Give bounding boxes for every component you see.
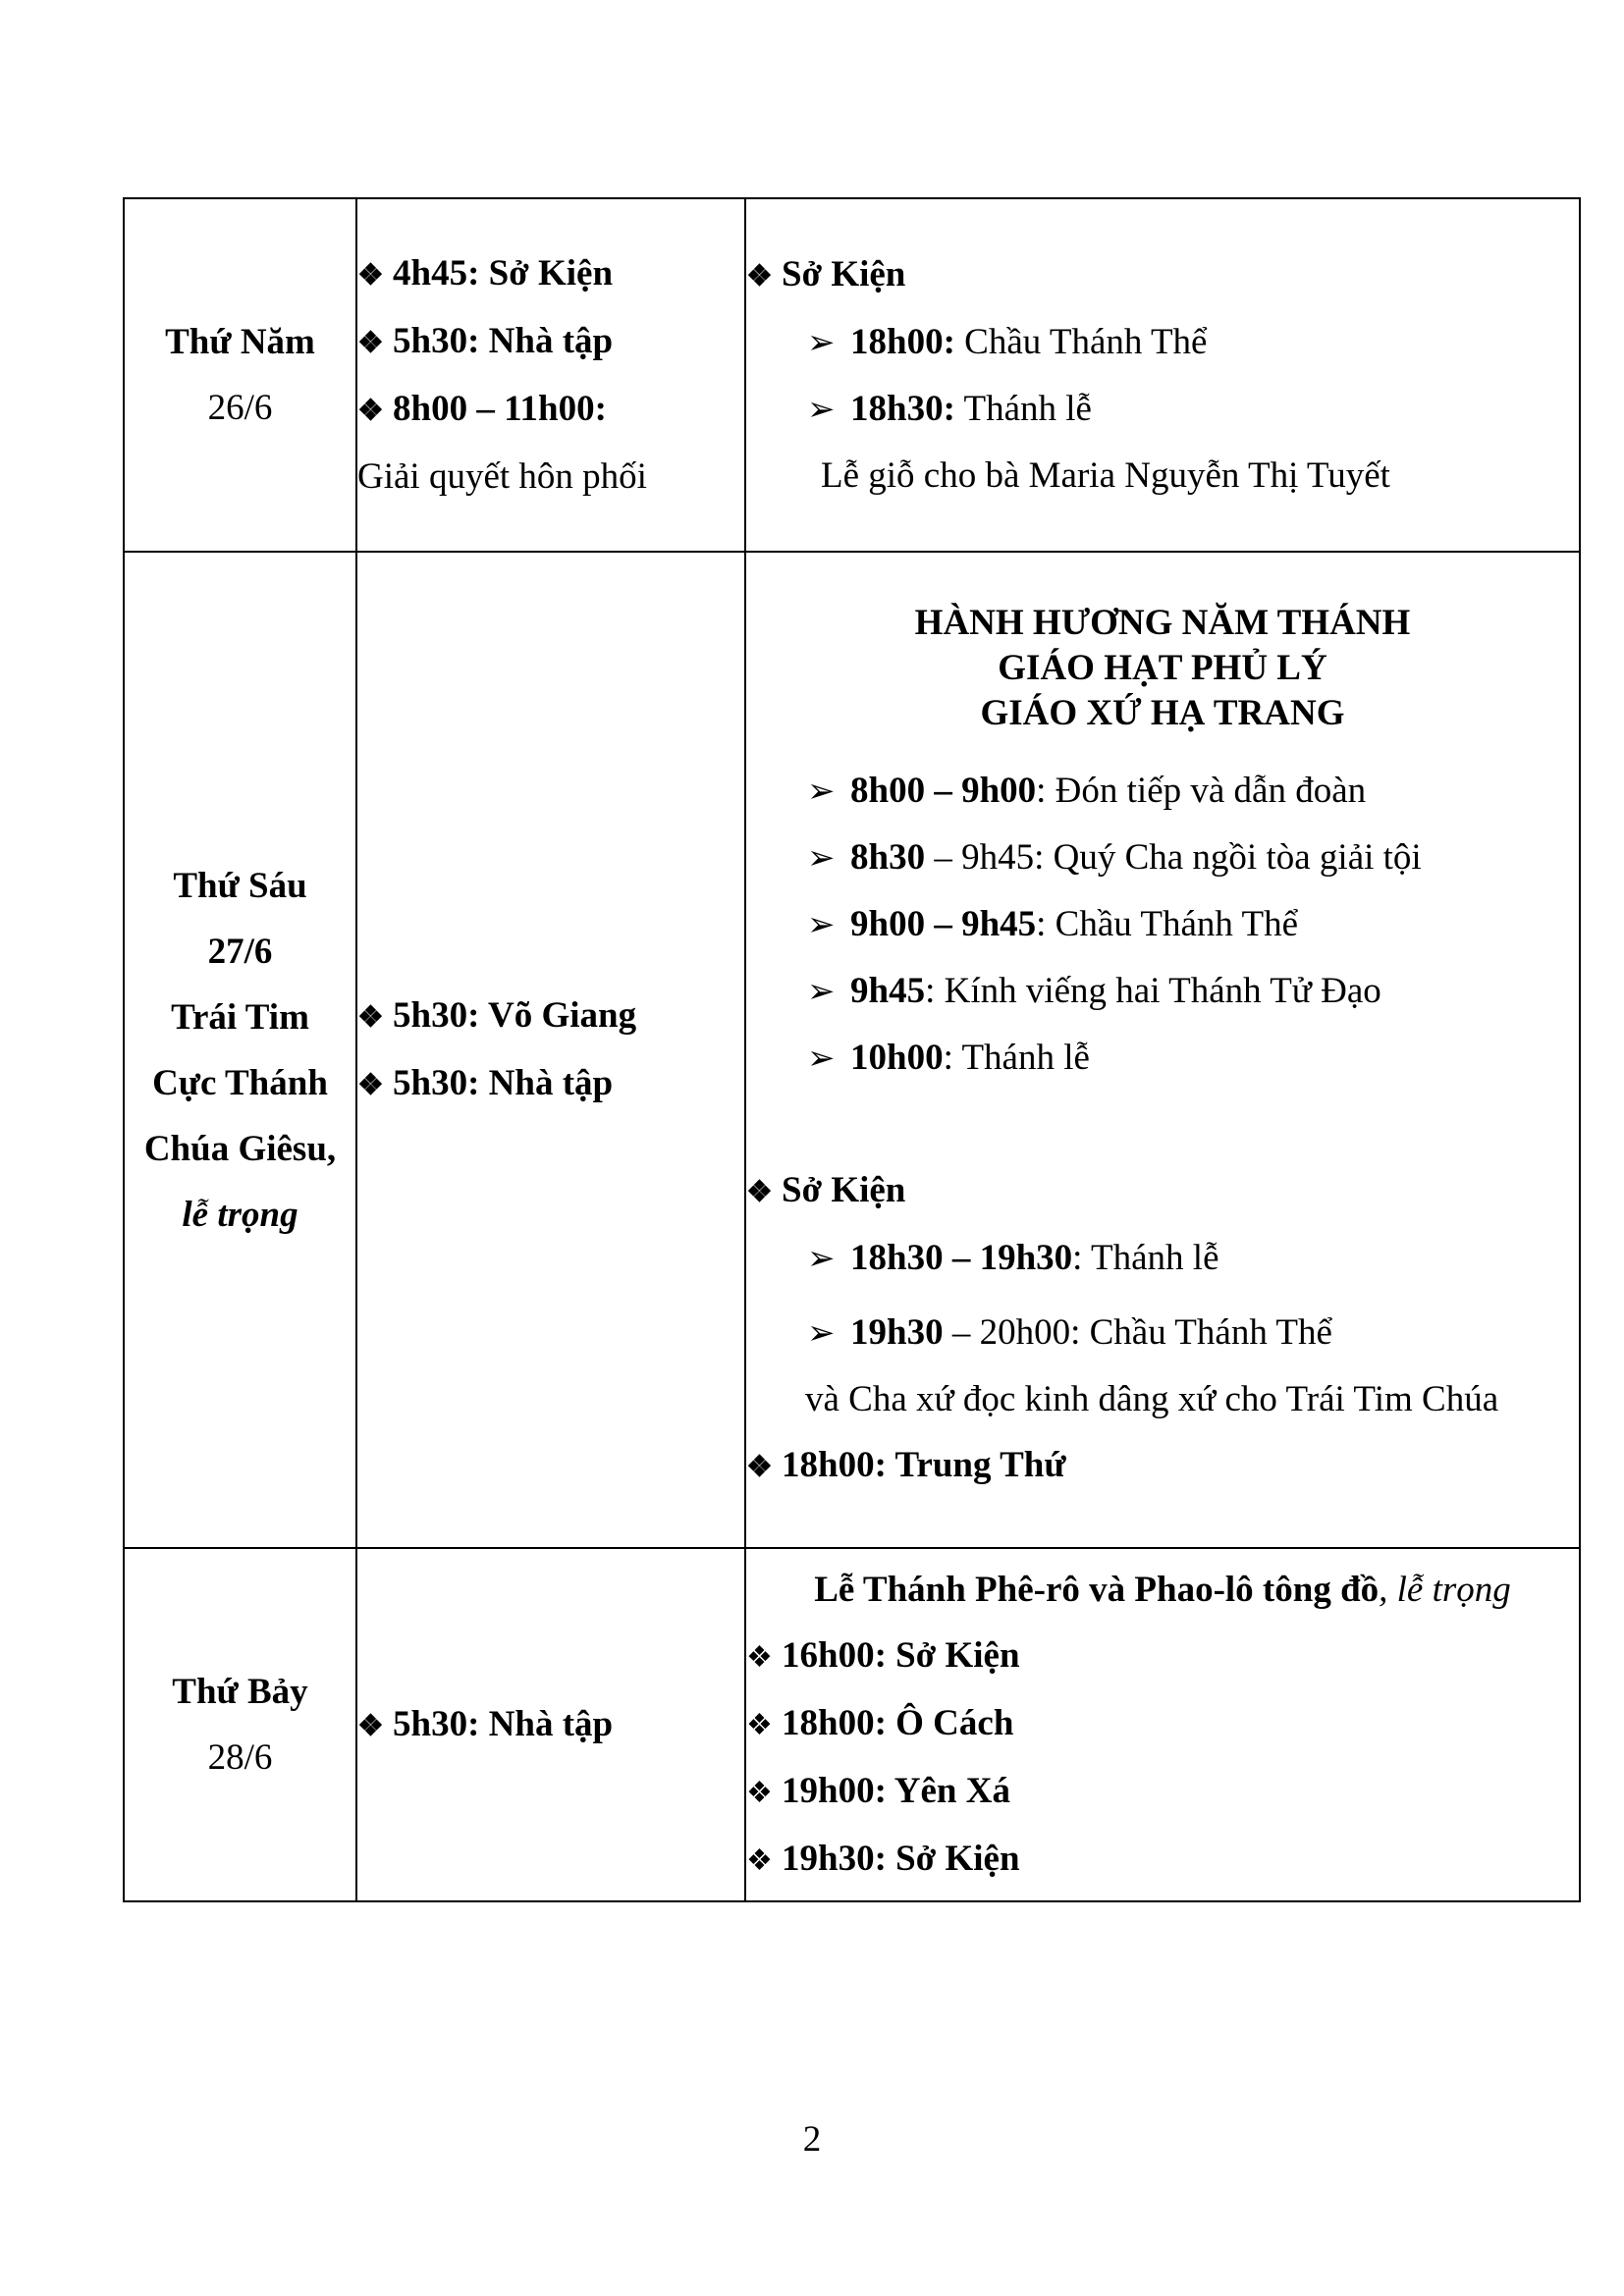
arrow-bullet-icon: ➢ [807,839,836,877]
feast-title: Lễ Thánh Phê-rô và Phao-lô tông đồ, lễ trọng [814,1569,1511,1610]
evening-item: ❖ 18h00: Ô Cách [746,1690,1579,1758]
last-item-time: 18h00 [782,1444,875,1485]
diamond-bullet-icon: ❖ [357,395,384,427]
pilgrim-item: ➢ 9h00 – 9h45: Chầu Thánh Thể [746,891,1579,958]
schedule-table [123,197,1581,1902]
diamond-bullet-icon: ❖ [357,259,384,292]
evening-place: ❖ Sở Kiện [746,1157,1579,1225]
morning-item: ❖ 4h45: Sở Kiện [357,240,744,308]
diamond-bullet-icon: ❖ [746,1175,773,1208]
diamond-bullet-icon: ❖ [746,1776,773,1809]
last-item-text: : Trung Thứ [874,1444,1066,1485]
day-name: Thứ Bảy [172,1672,308,1712]
pilgrim-item: ➢ 10h00: Thánh lễ [746,1025,1579,1092]
pilgrim-item: ➢ 8h00 – 9h00: Đón tiếp và dẫn đoàn [746,758,1579,825]
pilgrimage-heading: HÀNH HƯƠNG NĂM THÁNH GIÁO HẠT PHỦ LÝ GIÁO XỨ HẠ TRANG [914,602,1411,733]
arrow-bullet-icon: ➢ [807,392,836,428]
morning-item: ❖ 5h30: Nhà tập [357,1050,744,1118]
diamond-bullet-icon: ❖ [746,1708,773,1741]
evening-item: ❖ 19h00: Yên Xá [746,1758,1579,1826]
feast-line: Trái Tim [171,996,309,1038]
morning-item: ❖ 5h30: Nhà tập [357,1691,744,1759]
evening-cell-saturday [745,1548,1580,1901]
evening-note: Lễ giỗ cho bà Maria Nguyễn Thị Tuyết [821,455,1390,496]
page-number: 2 [802,2119,822,2160]
day-date: 27/6 [207,931,273,972]
feast-rank: lễ trọng [182,1194,298,1235]
arrow-bullet-icon: ➢ [807,906,836,943]
diamond-bullet-icon: ❖ [746,260,773,293]
morning-cell-thursday [356,198,745,552]
evening-cell-friday [745,552,1580,1548]
morning-note: Giải quyết hôn phối [357,456,647,497]
evening-note: và Cha xứ đọc kinh dâng xứ cho Trái Tim Chúa [805,1378,1499,1419]
day-cell-thursday [124,198,356,552]
day-cell-friday [124,552,356,1548]
arrow-bullet-icon: ➢ [807,1314,836,1352]
diamond-bullet-icon: ❖ [746,1640,773,1674]
diamond-bullet-icon: ❖ [357,1709,384,1742]
evening-item: ❖ 19h30: Sở Kiện [746,1826,1579,1894]
evening-item: ➢ 18h30 – 19h30: Thánh lễ [746,1225,1579,1292]
evening-item: ➢ 18h30: Thánh lễ [746,376,1579,443]
evening-item: ❖ 16h00: Sở Kiện [746,1623,1579,1690]
arrow-bullet-icon: ➢ [807,1240,836,1277]
day-cell-saturday [124,1548,356,1901]
morning-cell-saturday [356,1548,745,1901]
diamond-bullet-icon: ❖ [357,1068,384,1101]
arrow-bullet-icon: ➢ [807,1040,836,1077]
pilgrim-item: ➢ 9h45: Kính viếng hai Thánh Tử Đạo [746,958,1579,1025]
day-name: Thứ Sáu [173,865,307,906]
evening-place: ❖ Sở Kiện [746,241,1579,309]
evening-item: ➢ 18h00: Chầu Thánh Thể [746,309,1579,376]
diamond-bullet-icon: ❖ [357,1000,384,1034]
evening-cell-thursday [745,198,1580,552]
day-date: 26/6 [207,388,273,428]
morning-item: ❖ 8h00 – 11h00: [357,376,744,444]
row-saturday [124,1548,1580,1901]
arrow-bullet-icon: ➢ [807,773,836,810]
diamond-bullet-icon: ❖ [357,327,384,359]
evening-item: ➢ 19h30 – 20h00: Chầu Thánh Thể [746,1300,1579,1366]
evening-last-item [746,1432,1579,1500]
arrow-bullet-icon: ➢ [807,973,836,1010]
diamond-bullet-icon: ❖ [746,1843,773,1877]
day-name: Thứ Năm [165,322,315,362]
row-thursday [124,198,1580,552]
day-date: 28/6 [207,1737,273,1778]
row-friday [124,552,1580,1548]
arrow-bullet-icon: ➢ [807,325,836,361]
diamond-bullet-icon: ❖ [746,1450,773,1483]
pilgrim-item: ➢ 8h30 – 9h45: Quý Cha ngồi tòa giải tội [746,825,1579,891]
feast-line: Cực Thánh [152,1062,328,1103]
morning-item: ❖ 5h30: Võ Giang [357,983,744,1050]
feast-line: Chúa Giêsu, [143,1128,337,1169]
morning-item: ❖ 5h30: Nhà tập [357,308,744,376]
morning-cell-friday [356,552,745,1548]
